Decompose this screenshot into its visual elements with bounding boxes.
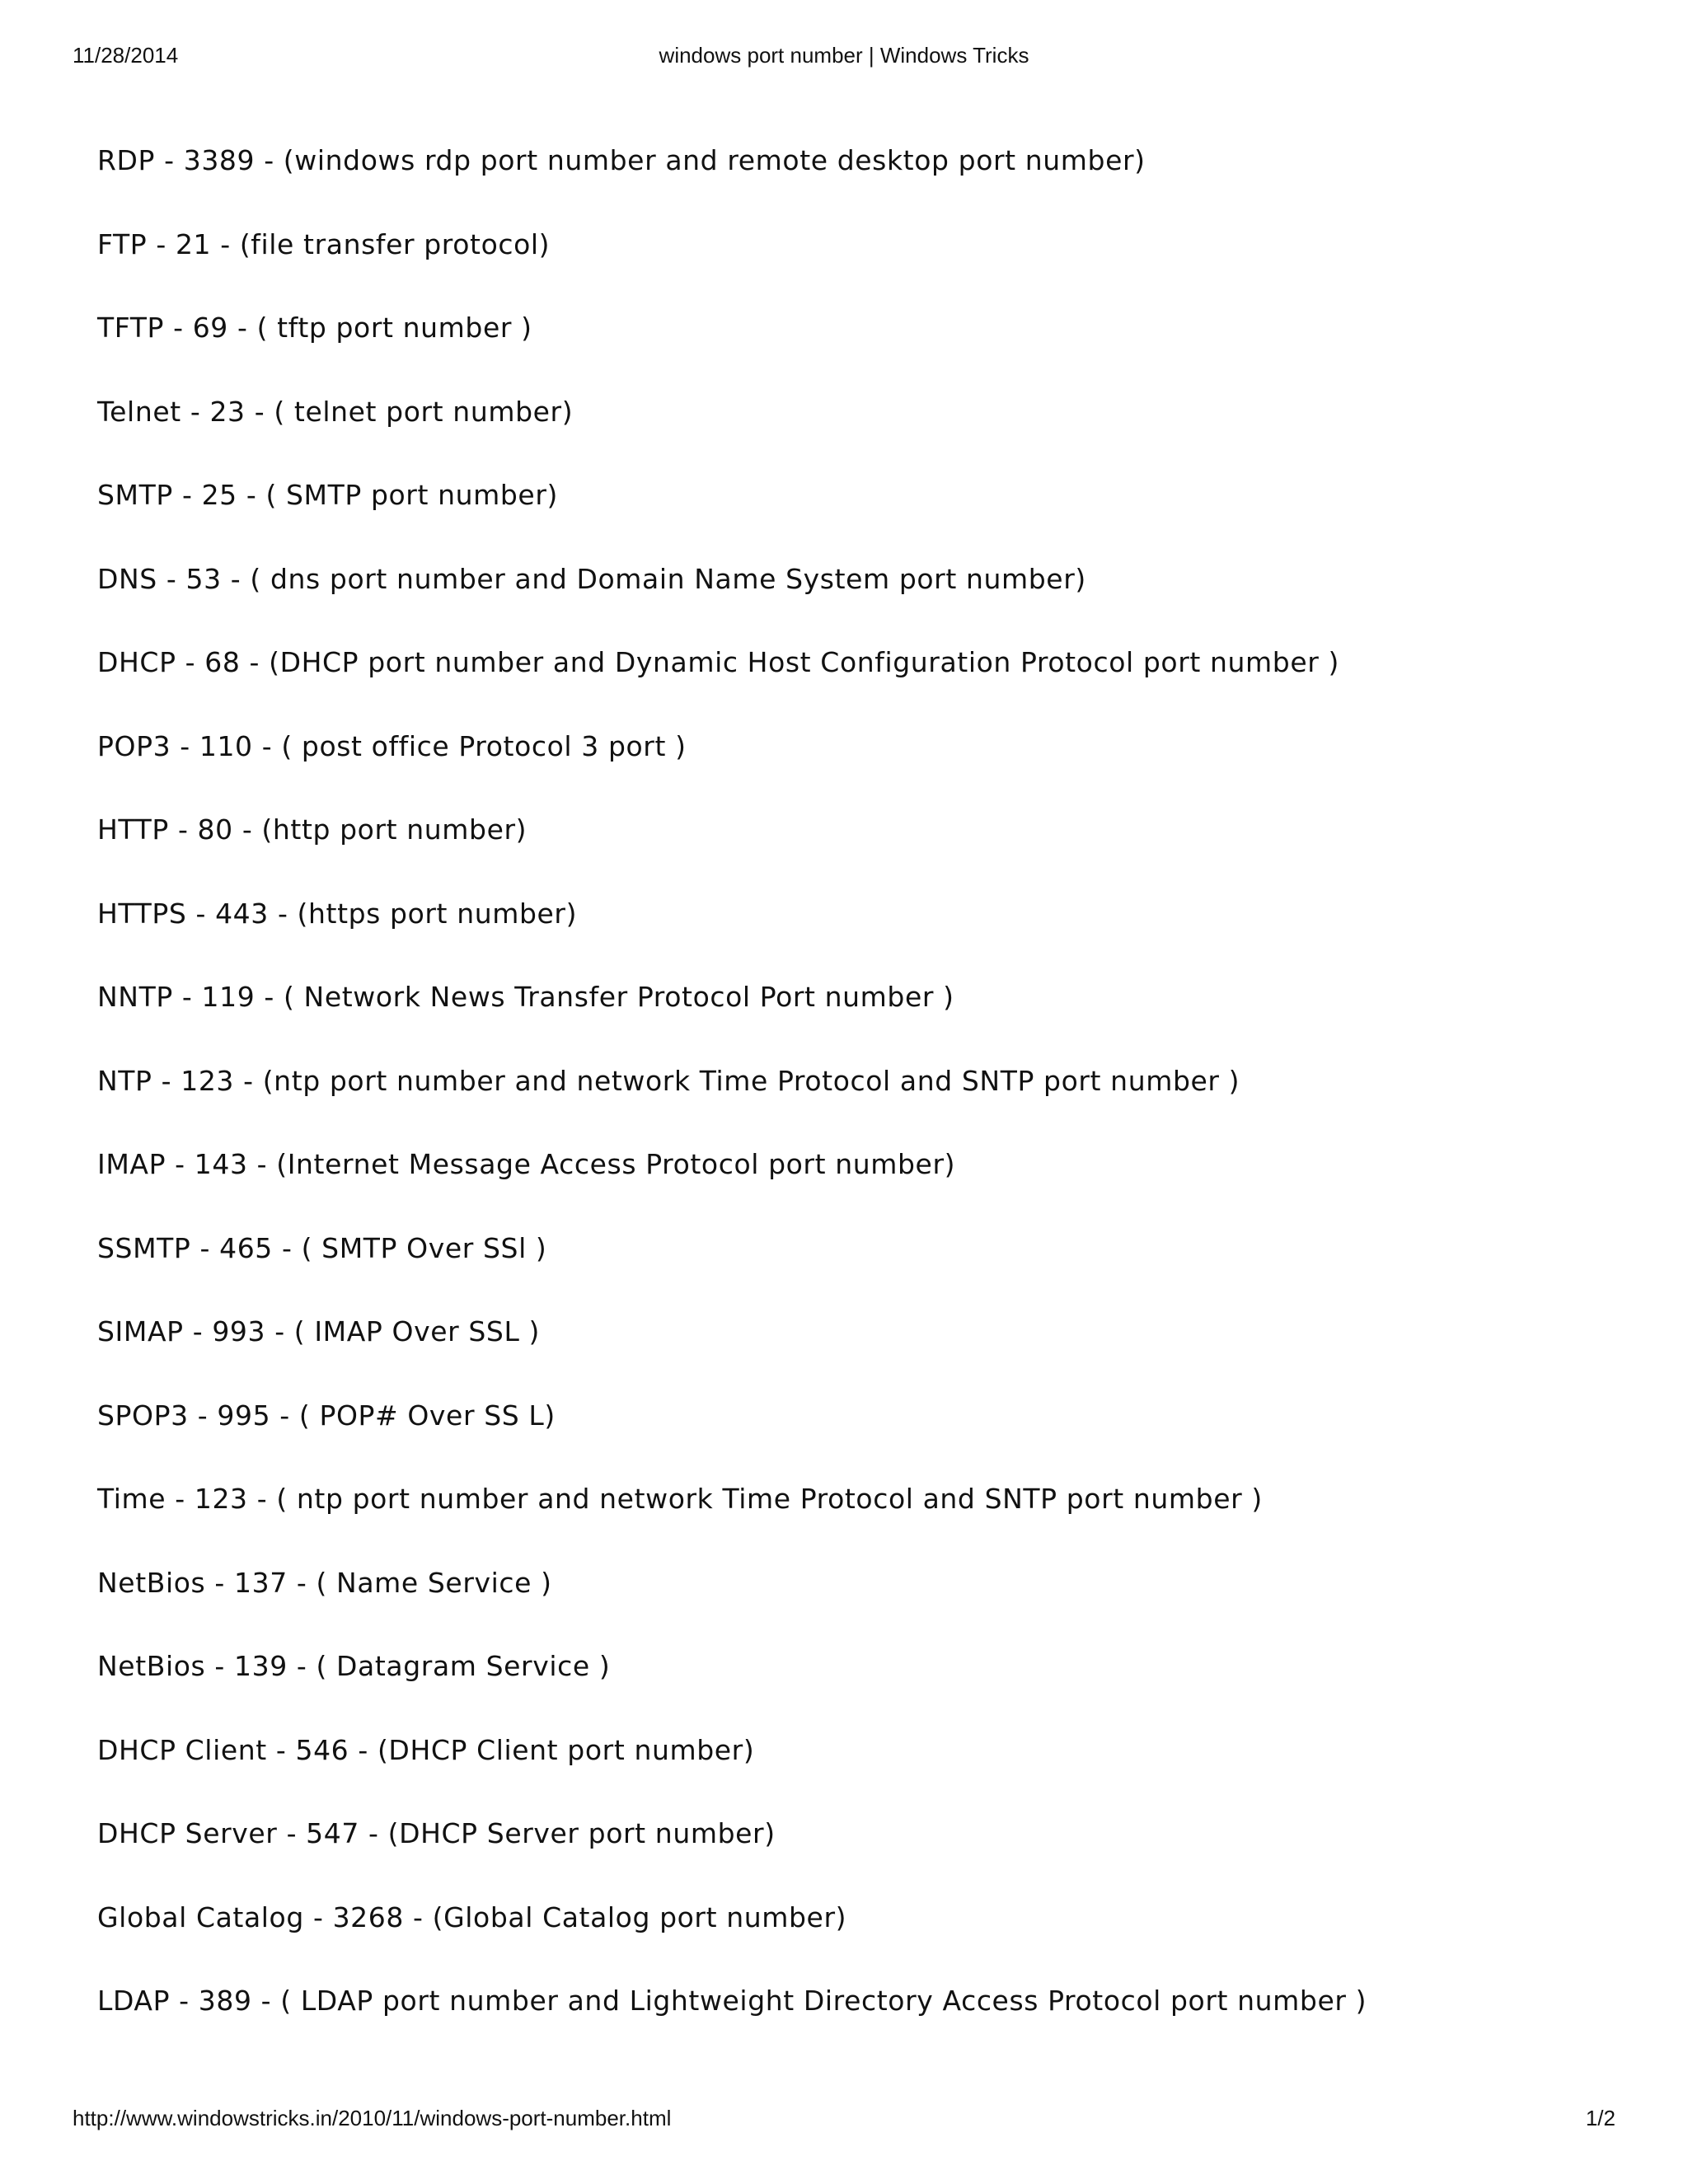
port-line-telnet: Telnet - 23 - ( telnet port number) — [97, 395, 574, 428]
port-line-smtp: SMTP - 25 - ( SMTP port number) — [97, 479, 558, 511]
page-url: http://www.windowstricks.in/2010/11/windows-port-number.html — [73, 2106, 672, 2130]
port-line-rdp: RDP - 3389 - (windows rdp port number and remote desktop port number) — [97, 144, 1146, 176]
port-line-nntp: NNTP - 119 - ( Network News Transfer Protocol Port number ) — [97, 981, 954, 1013]
print-header — [0, 43, 1688, 73]
port-line-netbios-137: NetBios - 137 - ( Name Service ) — [97, 1566, 552, 1599]
port-line-time: Time - 123 - ( ntp port number and network Time Protocol and SNTP port number ) — [97, 1483, 1263, 1515]
port-line-dhcp-client: DHCP Client - 546 - (DHCP Client port number) — [97, 1733, 755, 1766]
port-line-netbios-139: NetBios - 139 - ( Datagram Service ) — [97, 1650, 611, 1682]
port-list — [97, 134, 1622, 2058]
page-number: 1/2 — [1585, 2106, 1615, 2130]
port-line-global-catalog: Global Catalog - 3268 - (Global Catalog port number) — [97, 1900, 847, 1933]
port-line-dhcp-server: DHCP Server - 547 - (DHCP Server port number) — [97, 1817, 776, 1849]
port-line-http: HTTP - 80 - (http port number) — [97, 813, 528, 846]
port-line-ftp: FTP - 21 - (file transfer protocol) — [97, 227, 551, 260]
port-line-simap: SIMAP - 993 - ( IMAP Over SSL ) — [97, 1315, 541, 1347]
port-line-pop3: POP3 - 110 - ( post office Protocol 3 port ) — [97, 729, 687, 762]
port-line-https: HTTPS - 443 - (https port number) — [97, 897, 578, 930]
port-line-ntp: NTP - 123 - (ntp port number and network Time Protocol and SNTP port number ) — [97, 1064, 1240, 1097]
print-date: 11/28/2014 — [73, 43, 179, 68]
port-line-ssmtp: SSMTP - 465 - ( SMTP Over SSl ) — [97, 1231, 547, 1264]
port-line-dns: DNS - 53 - ( dns port number and Domain Name System port number) — [97, 562, 1086, 595]
print-footer — [0, 2106, 1688, 2135]
page-title: windows port number | Windows Tricks — [659, 43, 1029, 68]
port-line-imap: IMAP - 143 - (Internet Message Access Protocol port number) — [97, 1148, 956, 1180]
port-line-tftp: TFTP - 69 - ( tftp port number ) — [97, 312, 532, 344]
port-line-dhcp: DHCP - 68 - (DHCP port number and Dynamic Host Configuration Protocol port number ) — [97, 646, 1339, 678]
port-line-spop3: SPOP3 - 995 - ( POP# Over SS L) — [97, 1399, 556, 1432]
port-line-ldap: LDAP - 389 - ( LDAP port number and Lightweight Directory Access Protocol port number ) — [97, 1985, 1367, 2017]
